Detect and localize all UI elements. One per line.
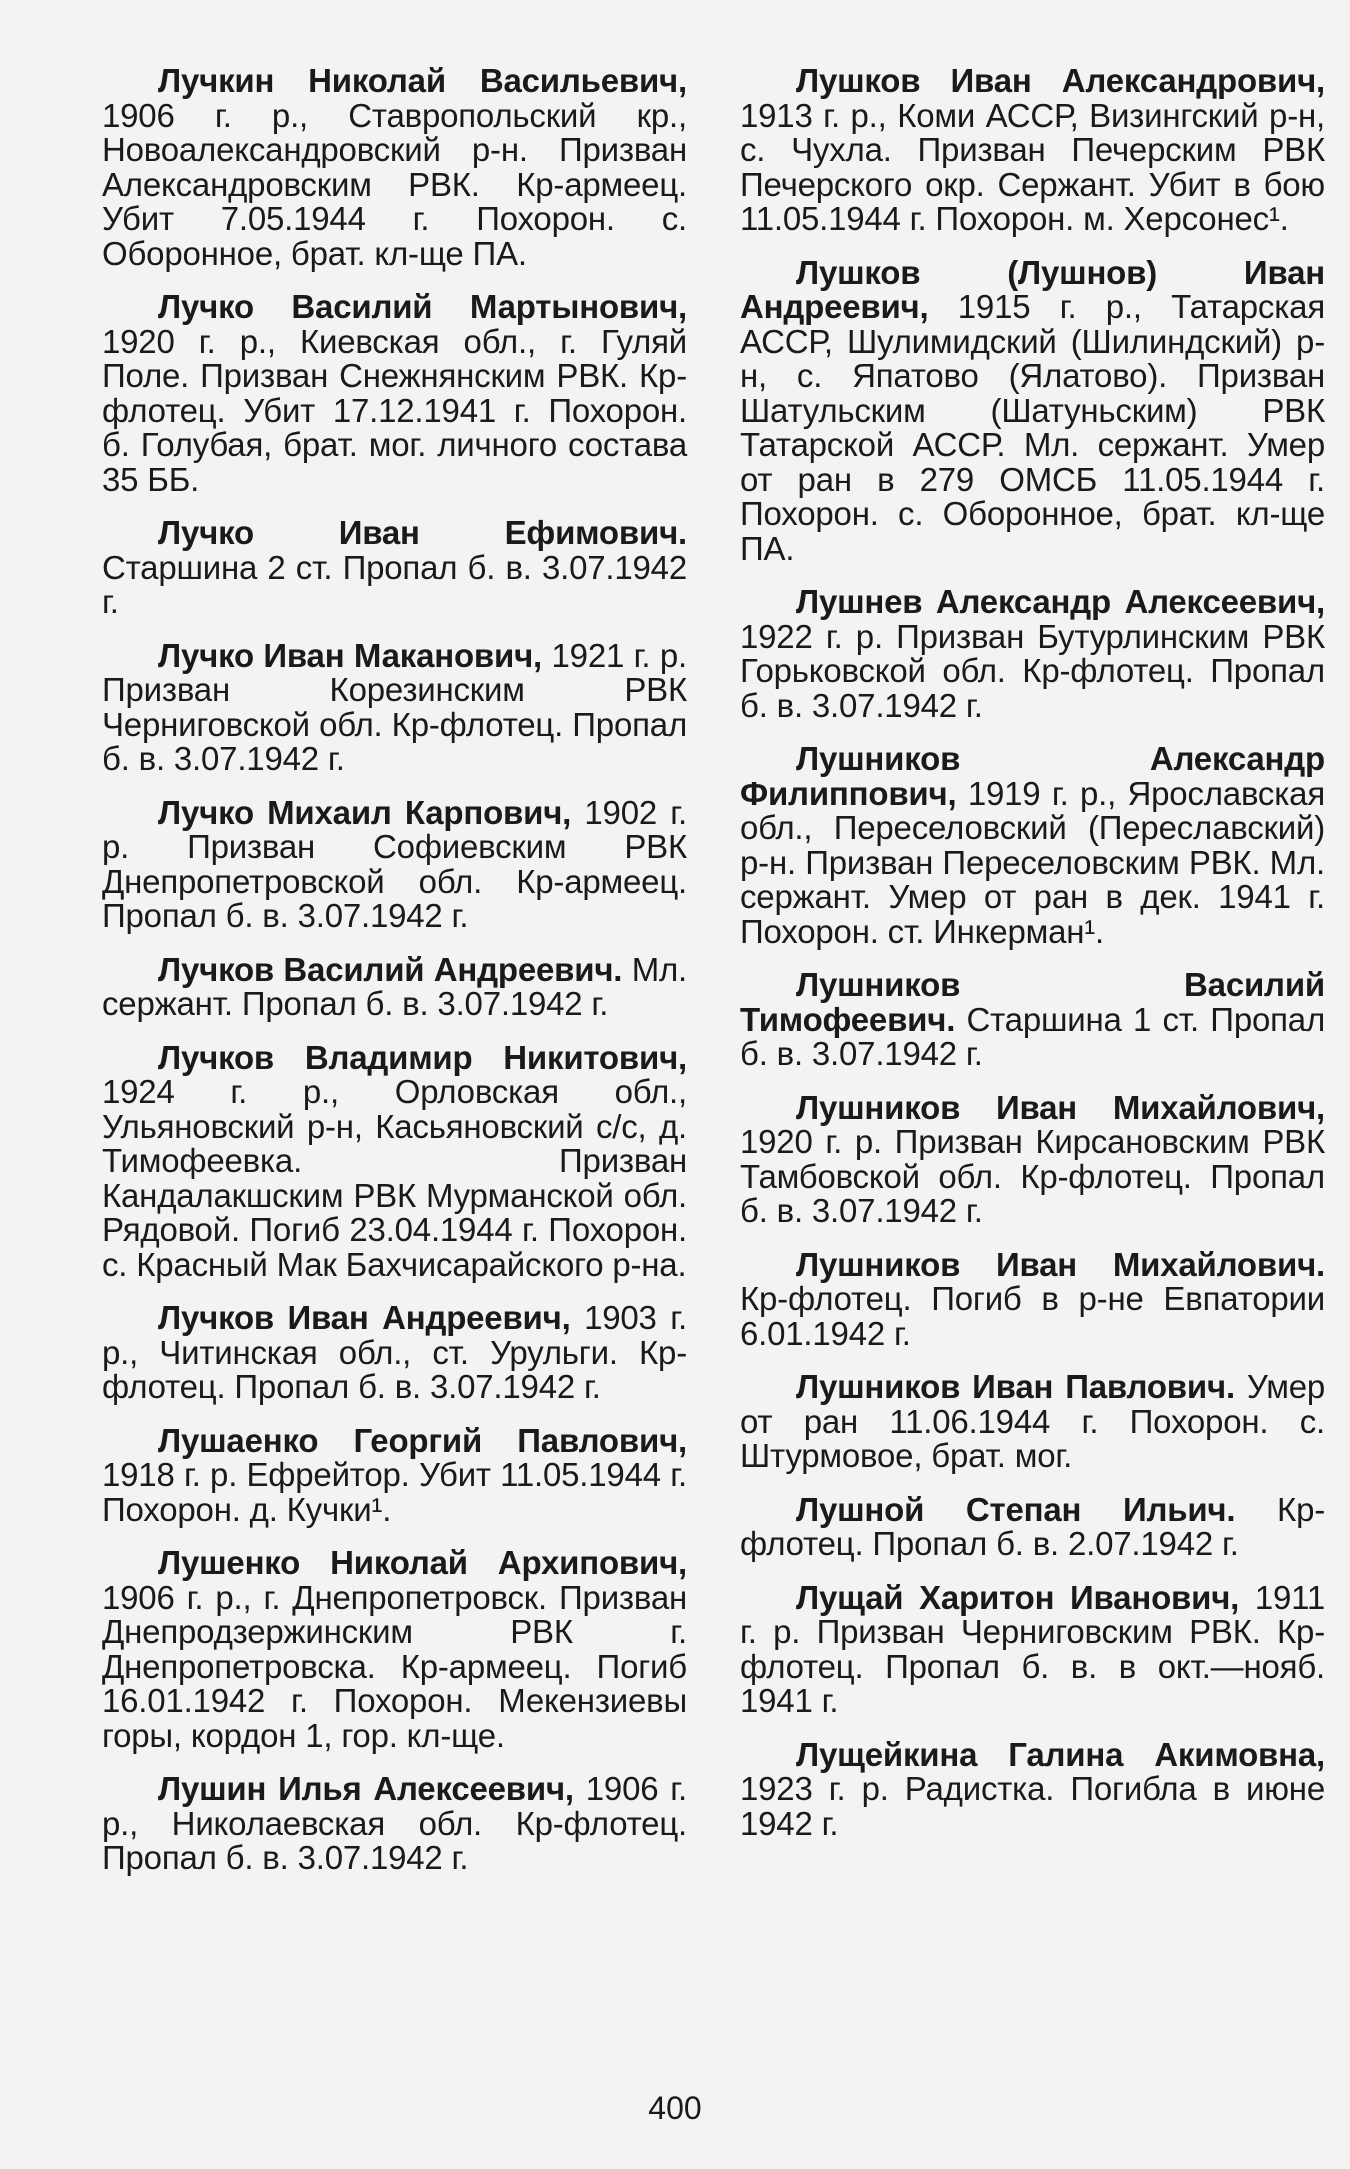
entry-text: 1921 г. р. Призван Корезинским РВК Черниговской обл. Кр-флотец. Пропал б. в. 3.07.1942 г. [102,636,687,777]
entry [102,793,688,934]
entry [102,1038,687,1283]
entry-name: Лушников Василий Тимофеевич. [740,966,1325,1038]
entry-text: 1920 г. р. Призван Кирсановским РВК Тамбовской обл. Кр-флотец. Пропал б. в. 3.07.1942 г. [740,1123,1325,1229]
entry [102,64,687,271]
entry [740,1370,1325,1474]
entry-name: Лущейкина Галина Акимовна, [796,1735,1325,1773]
entry-text: 1903 г. р., Читинская обл., ст. Урульги. Кр-флотец. Пропал б. в. 3.07.1942 г. [102,1299,688,1405]
entry [740,253,1325,567]
entry [740,1088,1325,1229]
entry-text: 1906 г. р., Ставропольский кр., Новоалександровский р-н. Призван Александровским РВК. Кр-армеец. Убит 7.05.1944 г. Похорон. с. Оборонное, брат. кл-ще ПА. [102,96,687,272]
entry-text: 1919 г. р., Ярославская обл., Переселовский (Переславский) р-н. Призван Переселовским РВК. Мл. сержант. Умер от ран в дек. 1941 г. Похорон. ст. Инкерман¹. [740,774,1325,950]
entry-name: Лушников Александр Филиппович, [740,740,1325,812]
entry [740,1578,1326,1719]
entry-name: Лучков Иван Андреевич, [158,1299,571,1336]
entry-name: Лучкин Николай Васильевич, [158,62,687,99]
entry-text: 1923 г. р. Радистка. Погибла в июне 1942 г. [740,1770,1325,1842]
entry-text: 1902 г. р. Призван Софиевским РВК Днепропетровской обл. Кр-армеец. Пропал б. в. 3.07.1942 г. [102,793,688,934]
entry-name: Лучко Василий Мартынович, [158,288,687,325]
entry [102,636,687,777]
entry [102,1301,687,1405]
entry-name: Лушаенко Георгий Павлович, [158,1421,687,1459]
entry [740,585,1325,723]
entry [740,1245,1325,1352]
entry [102,516,687,620]
entry [102,290,687,497]
entry [740,1490,1326,1562]
page-number: 400 [648,2090,702,2126]
entry-name: Лушников Иван Павлович. [796,1368,1235,1405]
entry-name: Лушной Степан Ильич. [796,1490,1236,1528]
entry [102,1421,687,1528]
entry-name: Лучков Владимир Никитович, [158,1038,687,1076]
entry-name: Лушников Иван Михайлович. [796,1245,1325,1283]
right-column [740,64,1325,1860]
entry [740,64,1325,237]
entry-text: Кр-флотец. Погиб в р-не Евпатории 6.01.1942 г. [740,1280,1325,1352]
entry [102,1772,687,1876]
entry-name: Лучко Иван Ефимович. [158,514,687,551]
entry-text: 1913 г. р., Коми АССР, Визингский р-н, с. Чухла. Призван Печерским РВК Печерского окр. Сержант. Убит в бою 11.05.1944 г. Похорон. м. Херсонес¹. [740,96,1325,237]
entry-name: Лучков Василий Андреевич. [158,950,623,988]
entry [740,968,1325,1072]
entry [102,950,688,1022]
entry-name: Лучко Михаил Карпович, [158,793,572,831]
entry-name: Лушин Илья Алексеевич, [158,1770,574,1807]
entry-name: Лущай Харитон Иванович, [796,1578,1240,1616]
entry [740,742,1325,949]
entry [740,1735,1325,1842]
entry-text: 1906 г. р., Николаевская обл. Кр-флотец. Пропал б. в. 3.07.1942 г. [102,1770,688,1876]
entry-text: 1918 г. р. Ефрейтор. Убит 11.05.1944 г. Похорон. д. Кучки¹. [102,1456,687,1528]
entry-text: 1922 г. р. Призван Бутурлинским РВК Горьковской обл. Кр-флотец. Пропал б. в. 3.07.1942 г. [740,617,1325,724]
entry-name: Лушков Иван Александрович, [796,62,1325,99]
entry-text: Умер от ран 11.06.1944 г. Похорон. с. Штурмовое, брат. мог. [740,1368,1325,1474]
entry-text: 1915 г. р., Татарская АССР, Шулимидский (Шилиндский) р-н, с. Япатово (Ялатово). Призван Шатульским (Шатуньским) РВК Татарской АССР. Мл. сержант. Умер от ран в 279 ОМСБ 11.05.1944 г. Похорон. с. Оборонное, брат. кл-ще ПА. [740,288,1325,567]
entry-text: 1906 г. р., г. Днепропетровск. Призван Днепродзержинским РВК г. Днепропетровска. Кр-армеец. Погиб 16.01.1942 г. Похорон. Мекензиевы горы, кордон 1, гор. кл-ще. [102,1578,687,1754]
entry [102,1546,687,1753]
entry-name: Лушнев Александр Алексеевич, [796,583,1325,620]
entry-name: Лучко Иван Маканович, [158,636,543,674]
left-column [102,64,687,1895]
entry-name: Лушенко Николай Архипович, [158,1544,687,1581]
entry-name: Лушников Иван Михайлович, [796,1088,1325,1126]
entry-text: 1924 г. р., Орловская обл., Ульяновский р-н, Касьяновский с/с, д. Тимофеевка. Призван Кандалакшским РВК Мурманской обл. Рядовой. Погиб 23.04.1944 г. Похорон. с. Красный Мак Бахчисарайского р-на. [102,1073,687,1283]
entry-name: Лушков (Лушнов) Иван Андреевич, [740,253,1325,325]
entry-text: Старшина 2 ст. Пропал б. в. 3.07.1942 г. [102,548,687,620]
entry-text: Мл. сержант. Пропал б. в. 3.07.1942 г. [102,950,688,1022]
entry-text: Кр-флотец. Пропал б. в. 2.07.1942 г. [740,1490,1326,1562]
entry-text: 1920 г. р., Киевская обл., г. Гуляй Поле. Призван Снежнянским РВК. Кр-флотец. Убит 17.12.1941 г. Похорон. б. Голубая, брат. мог. личного состава 35 ББ. [102,322,687,498]
entry-text: Старшина 1 ст. Пропал б. в. 3.07.1942 г. [740,1000,1326,1072]
entry-text: 1911 г. р. Призван Черниговским РВК. Кр-флотец. Пропал б. в. в окт.—нояб. 1941 г. [740,1578,1326,1719]
